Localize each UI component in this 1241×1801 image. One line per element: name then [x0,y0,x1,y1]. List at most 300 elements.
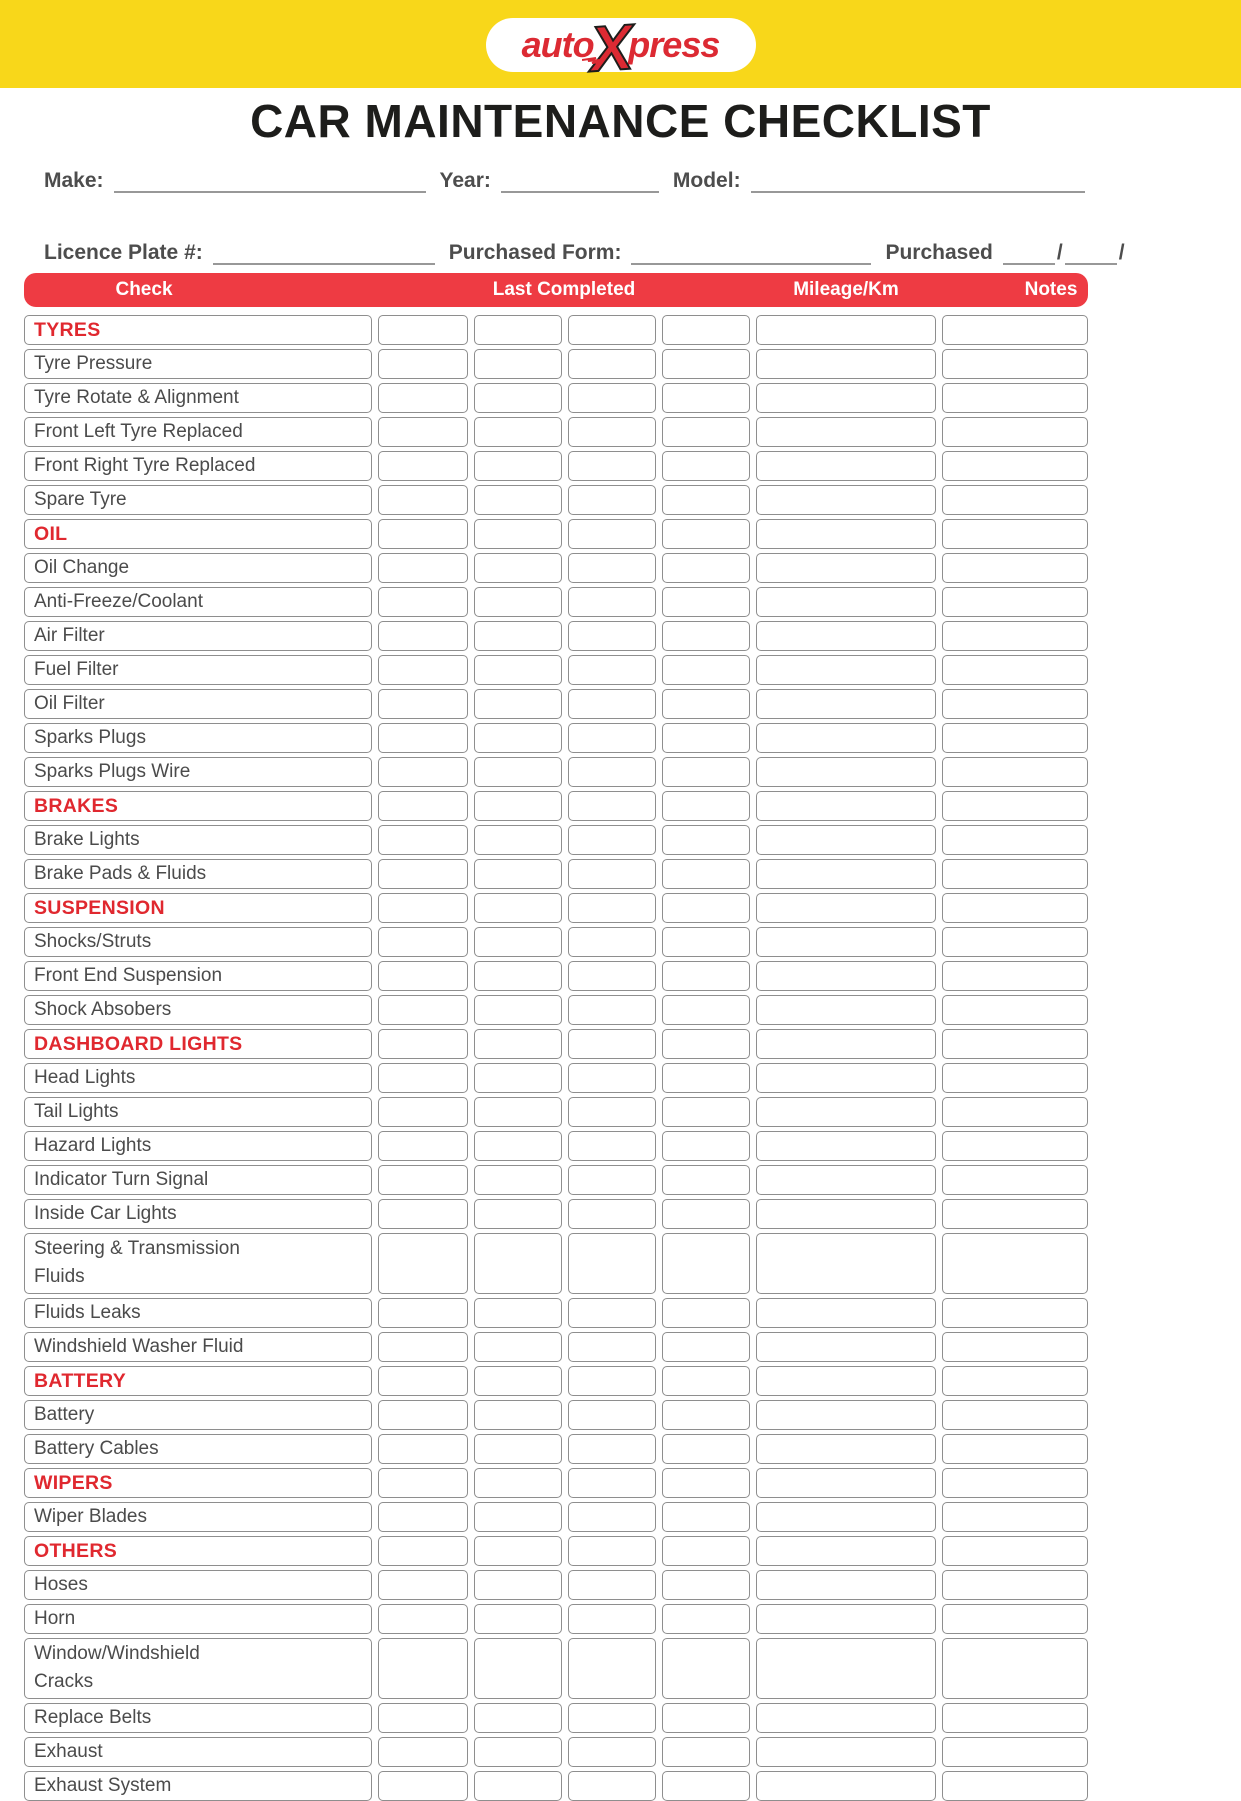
completed-cell-2[interactable] [474,1638,562,1699]
notes-cell[interactable] [942,1400,1088,1430]
completed-cell-1[interactable] [378,1366,468,1396]
completed-cell-3[interactable] [568,927,656,957]
completed-cell-2[interactable] [474,1737,562,1767]
completed-cell-2[interactable] [474,1771,562,1801]
mileage-cell[interactable] [756,417,936,447]
notes-cell[interactable] [942,621,1088,651]
notes-cell[interactable] [942,587,1088,617]
completed-cell-2[interactable] [474,927,562,957]
mileage-cell[interactable] [756,1199,936,1229]
table-row [24,1400,1088,1430]
completed-cell-1[interactable] [378,791,468,821]
table-row [24,995,1088,1025]
completed-cell-1[interactable] [378,451,468,481]
completed-cell-1[interactable] [378,1165,468,1195]
notes-cell[interactable] [942,893,1088,923]
completed-cell-2[interactable] [474,1400,562,1430]
notes-cell[interactable] [942,451,1088,481]
completed-cell-1[interactable] [378,1703,468,1733]
completed-cell-2[interactable] [474,791,562,821]
mileage-cell[interactable] [756,1063,936,1093]
completed-cell-2[interactable] [474,1063,562,1093]
completed-cell-1[interactable] [378,859,468,889]
mileage-cell[interactable] [756,383,936,413]
notes-cell[interactable] [942,1703,1088,1733]
completed-cell-3[interactable] [568,383,656,413]
purchased-day-input-line[interactable] [1003,239,1055,265]
completed-cell-1[interactable] [378,757,468,787]
completed-cell-2[interactable] [474,1502,562,1532]
completed-cell-4[interactable] [662,1638,750,1699]
mileage-cell[interactable] [756,553,936,583]
completed-cell-4[interactable] [662,1570,750,1600]
table-row [24,655,1088,685]
mileage-cell[interactable] [756,1703,936,1733]
form-row-2 [44,233,1125,265]
notes-cell[interactable] [942,1165,1088,1195]
completed-cell-4[interactable] [662,1468,750,1498]
completed-cell-3[interactable] [568,451,656,481]
table-row [24,417,1088,447]
completed-cell-4[interactable] [662,1233,750,1294]
mileage-cell[interactable] [756,1737,936,1767]
notes-cell[interactable] [942,519,1088,549]
table-row [24,1604,1088,1634]
completed-cell-1[interactable] [378,1502,468,1532]
completed-cell-4[interactable] [662,1063,750,1093]
table-row [24,1332,1088,1362]
completed-cell-4[interactable] [662,995,750,1025]
completed-cell-2[interactable] [474,1468,562,1498]
completed-cell-1[interactable] [378,383,468,413]
completed-cell-4[interactable] [662,791,750,821]
check-label-cell: Tail Lights [24,1097,372,1127]
completed-cell-3[interactable] [568,655,656,685]
completed-cell-4[interactable] [662,1771,750,1801]
notes-cell[interactable] [942,1131,1088,1161]
notes-cell[interactable] [942,1536,1088,1566]
completed-cell-3[interactable] [568,349,656,379]
table-row [24,1097,1088,1127]
mileage-cell[interactable] [756,859,936,889]
mileage-cell[interactable] [756,689,936,719]
table-row [24,1165,1088,1195]
table-row [24,1063,1088,1093]
completed-cell-2[interactable] [474,519,562,549]
notes-cell[interactable] [942,1298,1088,1328]
completed-cell-1[interactable] [378,349,468,379]
completed-cell-2[interactable] [474,1604,562,1634]
completed-cell-1[interactable] [378,315,468,345]
completed-cell-2[interactable] [474,723,562,753]
completed-cell-3[interactable] [568,1165,656,1195]
completed-cell-2[interactable] [474,1366,562,1396]
completed-cell-3[interactable] [568,791,656,821]
completed-cell-2[interactable] [474,1570,562,1600]
mileage-cell[interactable] [756,587,936,617]
notes-cell[interactable] [942,553,1088,583]
completed-cell-1[interactable] [378,553,468,583]
notes-cell[interactable] [942,723,1088,753]
table-row [24,1298,1088,1328]
check-label-cell: Oil Change [24,553,372,583]
completed-cell-1[interactable] [378,1199,468,1229]
completed-cell-1[interactable] [378,1570,468,1600]
completed-cell-1[interactable] [378,1400,468,1430]
completed-cell-2[interactable] [474,1536,562,1566]
notes-cell[interactable] [942,1199,1088,1229]
completed-cell-2[interactable] [474,485,562,515]
table-row [24,587,1088,617]
mileage-cell[interactable] [756,723,936,753]
notes-cell[interactable] [942,1737,1088,1767]
completed-cell-3[interactable] [568,417,656,447]
completed-cell-4[interactable] [662,417,750,447]
completed-cell-4[interactable] [662,553,750,583]
completed-cell-1[interactable] [378,1737,468,1767]
completed-cell-1[interactable] [378,961,468,991]
mileage-cell[interactable] [756,1771,936,1801]
mileage-cell[interactable] [756,1434,936,1464]
licence-plate-input-line[interactable] [213,239,435,265]
completed-cell-1[interactable] [378,1063,468,1093]
completed-cell-4[interactable] [662,383,750,413]
mileage-cell[interactable] [756,1536,936,1566]
completed-cell-1[interactable] [378,927,468,957]
table-row [24,1638,1088,1699]
completed-cell-1[interactable] [378,995,468,1025]
notes-cell[interactable] [942,1570,1088,1600]
section-row [24,1029,1088,1059]
completed-cell-4[interactable] [662,1400,750,1430]
completed-cell-1[interactable] [378,1468,468,1498]
year-input-line[interactable] [501,167,659,193]
notes-cell[interactable] [942,1366,1088,1396]
mileage-cell[interactable] [756,485,936,515]
notes-cell[interactable] [942,417,1088,447]
mileage-cell[interactable] [756,1097,936,1127]
check-label-cell: Wiper Blades [24,1502,372,1532]
completed-cell-4[interactable] [662,1536,750,1566]
mileage-cell[interactable] [756,1502,936,1532]
mileage-cell[interactable] [756,893,936,923]
completed-cell-2[interactable] [474,383,562,413]
completed-cell-3[interactable] [568,893,656,923]
notes-cell[interactable] [942,1332,1088,1362]
completed-cell-2[interactable] [474,315,562,345]
completed-cell-3[interactable] [568,485,656,515]
mileage-cell[interactable] [756,1638,936,1699]
mileage-cell[interactable] [756,1131,936,1161]
completed-cell-3[interactable] [568,587,656,617]
notes-cell[interactable] [942,1434,1088,1464]
completed-cell-3[interactable] [568,1536,656,1566]
completed-cell-3[interactable] [568,553,656,583]
mileage-cell[interactable] [756,995,936,1025]
notes-cell[interactable] [942,689,1088,719]
completed-cell-4[interactable] [662,451,750,481]
completed-cell-2[interactable] [474,1332,562,1362]
notes-cell[interactable] [942,1468,1088,1498]
completed-cell-4[interactable] [662,1029,750,1059]
completed-cell-1[interactable] [378,1029,468,1059]
completed-cell-3[interactable] [568,689,656,719]
mileage-cell[interactable] [756,961,936,991]
completed-cell-3[interactable] [568,995,656,1025]
completed-cell-3[interactable] [568,1029,656,1059]
table-row [24,723,1088,753]
completed-cell-1[interactable] [378,1434,468,1464]
flame-icon [582,54,616,66]
completed-cell-3[interactable] [568,1298,656,1328]
completed-cell-3[interactable] [568,519,656,549]
completed-cell-3[interactable] [568,1332,656,1362]
completed-cell-3[interactable] [568,1400,656,1430]
notes-cell[interactable] [942,1029,1088,1059]
section-label-cell: SUSPENSION [24,893,372,923]
notes-cell[interactable] [942,961,1088,991]
table-row [24,1570,1088,1600]
section-label-cell: OIL [24,519,372,549]
completed-cell-4[interactable] [662,723,750,753]
notes-cell[interactable] [942,383,1088,413]
check-label-cell: Front Right Tyre Replaced [24,451,372,481]
autoxpress-logo [486,10,756,86]
completed-cell-2[interactable] [474,1029,562,1059]
mileage-cell[interactable] [756,451,936,481]
completed-cell-3[interactable] [568,1233,656,1294]
completed-cell-2[interactable] [474,1233,562,1294]
completed-cell-3[interactable] [568,961,656,991]
completed-cell-4[interactable] [662,927,750,957]
table-row [24,553,1088,583]
completed-cell-4[interactable] [662,1737,750,1767]
mileage-cell[interactable] [756,791,936,821]
notes-cell[interactable] [942,791,1088,821]
completed-cell-3[interactable] [568,1063,656,1093]
completed-cell-4[interactable] [662,655,750,685]
completed-cell-4[interactable] [662,893,750,923]
notes-cell[interactable] [942,1097,1088,1127]
completed-cell-2[interactable] [474,689,562,719]
purchased-form-input-line[interactable] [631,239,871,265]
completed-cell-1[interactable] [378,1638,468,1699]
check-label-cell: Battery Cables [24,1434,372,1464]
table-row [24,689,1088,719]
completed-cell-2[interactable] [474,451,562,481]
completed-cell-1[interactable] [378,587,468,617]
completed-cell-3[interactable] [568,757,656,787]
mileage-cell[interactable] [756,1366,936,1396]
notes-cell[interactable] [942,1233,1088,1294]
completed-cell-4[interactable] [662,961,750,991]
mileage-cell[interactable] [756,621,936,651]
completed-cell-4[interactable] [662,757,750,787]
completed-cell-2[interactable] [474,859,562,889]
table-row [24,757,1088,787]
completed-cell-4[interactable] [662,1703,750,1733]
mileage-cell[interactable] [756,519,936,549]
completed-cell-3[interactable] [568,1604,656,1634]
completed-cell-1[interactable] [378,723,468,753]
completed-cell-1[interactable] [378,1097,468,1127]
completed-cell-1[interactable] [378,689,468,719]
completed-cell-1[interactable] [378,1771,468,1801]
mileage-cell[interactable] [756,1570,936,1600]
completed-cell-3[interactable] [568,825,656,855]
completed-cell-3[interactable] [568,1468,656,1498]
notes-cell[interactable] [942,825,1088,855]
completed-cell-4[interactable] [662,621,750,651]
mileage-cell[interactable] [756,1029,936,1059]
completed-cell-1[interactable] [378,825,468,855]
completed-cell-4[interactable] [662,519,750,549]
notes-cell[interactable] [942,1502,1088,1532]
completed-cell-3[interactable] [568,1570,656,1600]
header-mileage: Mileage/Km [793,278,899,300]
completed-cell-4[interactable] [662,1131,750,1161]
notes-cell[interactable] [942,1604,1088,1634]
completed-cell-2[interactable] [474,1434,562,1464]
completed-cell-4[interactable] [662,587,750,617]
mileage-cell[interactable] [756,1233,936,1294]
notes-cell[interactable] [942,927,1088,957]
mileage-cell[interactable] [756,1165,936,1195]
notes-cell[interactable] [942,315,1088,345]
mileage-cell[interactable] [756,927,936,957]
table-row [24,1233,1088,1294]
notes-cell[interactable] [942,1771,1088,1801]
check-label-cell: Anti-Freeze/Coolant [24,587,372,617]
completed-cell-2[interactable] [474,1199,562,1229]
completed-cell-1[interactable] [378,893,468,923]
completed-cell-1[interactable] [378,1536,468,1566]
completed-cell-4[interactable] [662,1298,750,1328]
completed-cell-2[interactable] [474,349,562,379]
notes-cell[interactable] [942,1638,1088,1699]
purchased-date-label: Purchased [885,240,993,264]
completed-cell-3[interactable] [568,1638,656,1699]
completed-cell-3[interactable] [568,1199,656,1229]
completed-cell-4[interactable] [662,1434,750,1464]
completed-cell-4[interactable] [662,1165,750,1195]
completed-cell-4[interactable] [662,1332,750,1362]
completed-cell-4[interactable] [662,1604,750,1634]
table-row [24,485,1088,515]
completed-cell-3[interactable] [568,1737,656,1767]
completed-cell-2[interactable] [474,825,562,855]
completed-cell-2[interactable] [474,1703,562,1733]
completed-cell-4[interactable] [662,1199,750,1229]
completed-cell-4[interactable] [662,315,750,345]
completed-cell-2[interactable] [474,1165,562,1195]
notes-cell[interactable] [942,1063,1088,1093]
completed-cell-2[interactable] [474,553,562,583]
completed-cell-2[interactable] [474,587,562,617]
notes-cell[interactable] [942,655,1088,685]
completed-cell-4[interactable] [662,485,750,515]
table-row [24,1199,1088,1229]
completed-cell-1[interactable] [378,621,468,651]
table-row [24,383,1088,413]
purchased-month-input-line[interactable] [1065,239,1117,265]
model-input-line[interactable] [751,167,1085,193]
mileage-cell[interactable] [756,1298,936,1328]
check-label-cell: Spare Tyre [24,485,372,515]
completed-cell-4[interactable] [662,689,750,719]
completed-cell-3[interactable] [568,1097,656,1127]
completed-cell-3[interactable] [568,315,656,345]
completed-cell-1[interactable] [378,485,468,515]
check-label-cell: Air Filter [24,621,372,651]
mileage-cell[interactable] [756,1604,936,1634]
completed-cell-1[interactable] [378,1233,468,1294]
mileage-cell[interactable] [756,1468,936,1498]
completed-cell-4[interactable] [662,825,750,855]
make-input-line[interactable] [114,167,426,193]
completed-cell-1[interactable] [378,519,468,549]
completed-cell-2[interactable] [474,655,562,685]
mileage-cell[interactable] [756,655,936,685]
mileage-cell[interactable] [756,1332,936,1362]
completed-cell-4[interactable] [662,1366,750,1396]
completed-cell-2[interactable] [474,1298,562,1328]
completed-cell-2[interactable] [474,1131,562,1161]
notes-cell[interactable] [942,995,1088,1025]
notes-cell[interactable] [942,757,1088,787]
mileage-cell[interactable] [756,757,936,787]
completed-cell-4[interactable] [662,1097,750,1127]
notes-cell[interactable] [942,485,1088,515]
completed-cell-2[interactable] [474,1097,562,1127]
completed-cell-2[interactable] [474,961,562,991]
completed-cell-3[interactable] [568,1502,656,1532]
mileage-cell[interactable] [756,315,936,345]
completed-cell-1[interactable] [378,1131,468,1161]
notes-cell[interactable] [942,349,1088,379]
completed-cell-1[interactable] [378,417,468,447]
notes-cell[interactable] [942,859,1088,889]
check-label-cell: Sparks Plugs [24,723,372,753]
completed-cell-1[interactable] [378,1332,468,1362]
completed-cell-1[interactable] [378,1298,468,1328]
completed-cell-3[interactable] [568,1434,656,1464]
completed-cell-3[interactable] [568,723,656,753]
completed-cell-4[interactable] [662,349,750,379]
table-row [24,961,1088,991]
completed-cell-3[interactable] [568,1703,656,1733]
completed-cell-3[interactable] [568,1771,656,1801]
check-label-cell: Shock Absobers [24,995,372,1025]
completed-cell-2[interactable] [474,893,562,923]
completed-cell-1[interactable] [378,1604,468,1634]
completed-cell-3[interactable] [568,859,656,889]
table-row [24,825,1088,855]
completed-cell-2[interactable] [474,757,562,787]
completed-cell-3[interactable] [568,1366,656,1396]
completed-cell-4[interactable] [662,859,750,889]
completed-cell-3[interactable] [568,1131,656,1161]
completed-cell-4[interactable] [662,1502,750,1532]
mileage-cell[interactable] [756,1400,936,1430]
completed-cell-1[interactable] [378,655,468,685]
completed-cell-2[interactable] [474,417,562,447]
mileage-cell[interactable] [756,349,936,379]
completed-cell-2[interactable] [474,621,562,651]
completed-cell-3[interactable] [568,621,656,651]
mileage-cell[interactable] [756,825,936,855]
completed-cell-2[interactable] [474,995,562,1025]
